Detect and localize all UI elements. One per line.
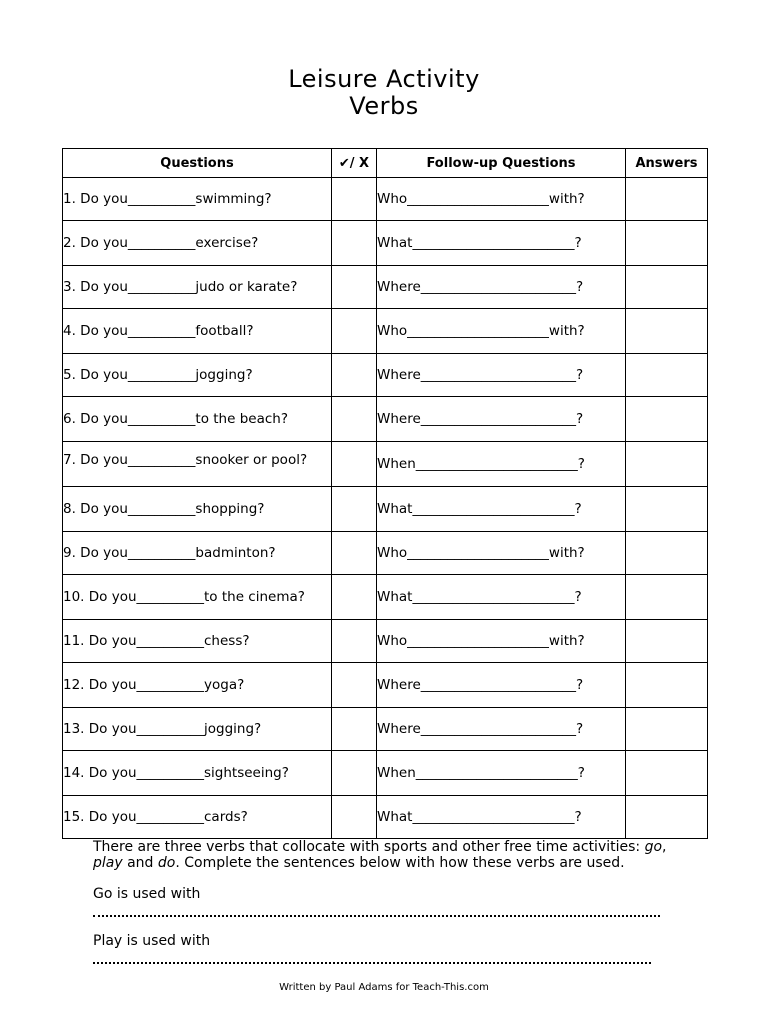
followup-cell: Where_______________________? (377, 354, 626, 397)
question-cell: 7. Do you__________snooker or pool? (63, 442, 332, 487)
table-header-row (63, 149, 708, 178)
instructions-comma: , (662, 839, 667, 855)
table-row (63, 796, 708, 839)
questions-table (62, 148, 708, 839)
followup-cell: Where_______________________? (377, 708, 626, 751)
answer-cell[interactable] (626, 751, 708, 796)
table-row (63, 397, 708, 442)
footer-credit: Written by Paul Adams for Teach-This.com (279, 982, 489, 993)
answer-cell[interactable] (626, 796, 708, 839)
followup-cell: What________________________? (377, 796, 626, 839)
table-row (63, 751, 708, 796)
tick-cell[interactable] (332, 487, 377, 532)
question-cell: 3. Do you__________judo or karate? (63, 266, 332, 309)
answer-cell[interactable] (626, 532, 708, 575)
answer-cell[interactable] (626, 663, 708, 708)
answer-cell[interactable] (626, 397, 708, 442)
tick-cell[interactable] (332, 663, 377, 708)
answer-cell[interactable] (626, 221, 708, 266)
question-cell: 11. Do you__________chess? (63, 620, 332, 663)
table-row (63, 354, 708, 397)
instructions-and: and (122, 855, 158, 871)
tick-cell[interactable] (332, 575, 377, 620)
header-tick-cross: ✔/ X (332, 149, 377, 178)
question-cell: 13. Do you__________jogging? (63, 708, 332, 751)
answer-cell[interactable] (626, 487, 708, 532)
table-row (63, 221, 708, 266)
tick-cell[interactable] (332, 442, 377, 487)
play-label: Play is used with (93, 933, 211, 949)
followup-cell: Where_______________________? (377, 663, 626, 708)
verb-go: go (644, 839, 663, 855)
header-followup-questions: Follow-up Questions (377, 149, 626, 178)
answer-cell[interactable] (626, 708, 708, 751)
tick-cell[interactable] (332, 796, 377, 839)
go-label: Go is used with (93, 886, 201, 902)
table-row (63, 575, 708, 620)
followup-cell: Who_____________________with? (377, 178, 626, 221)
table-row (63, 442, 708, 487)
verb-do: do (157, 855, 176, 871)
table-row (63, 178, 708, 221)
answer-cell[interactable] (626, 575, 708, 620)
tick-cell[interactable] (332, 309, 377, 354)
instructions-part-1: There are three verbs that collocate with sports and other free time activities: (93, 839, 645, 855)
instructions-text (93, 839, 693, 871)
tick-cell[interactable] (332, 397, 377, 442)
table-row (63, 266, 708, 309)
tick-cell[interactable] (332, 221, 377, 266)
header-questions: Questions (63, 149, 332, 178)
followup-cell: Who_____________________with? (377, 532, 626, 575)
tick-cell[interactable] (332, 178, 377, 221)
answer-cell[interactable] (626, 354, 708, 397)
title-line-1: Leisure Activity (288, 65, 480, 93)
title-line-2: Verbs (349, 92, 419, 120)
followup-cell: When________________________? (377, 442, 626, 487)
followup-cell: When________________________? (377, 751, 626, 796)
answer-cell[interactable] (626, 442, 708, 487)
tick-cell[interactable] (332, 708, 377, 751)
verb-play: play (93, 855, 123, 871)
table-row (63, 708, 708, 751)
play-answer-line[interactable] (93, 952, 651, 964)
table-row (63, 532, 708, 575)
table-row (63, 309, 708, 354)
go-answer-line[interactable] (93, 905, 660, 917)
answer-cell[interactable] (626, 266, 708, 309)
question-cell: 12. Do you__________yoga? (63, 663, 332, 708)
table-row (63, 663, 708, 708)
followup-cell: Where_______________________? (377, 266, 626, 309)
instructions-part-2: . Complete the sentences below with how these verbs are used. (175, 855, 625, 871)
question-cell: 9. Do you__________badminton? (63, 532, 332, 575)
tick-cell[interactable] (332, 620, 377, 663)
question-cell: 8. Do you__________shopping? (63, 487, 332, 532)
answer-cell[interactable] (626, 178, 708, 221)
question-cell: 14. Do you__________sightseeing? (63, 751, 332, 796)
question-cell: 5. Do you__________jogging? (63, 354, 332, 397)
followup-cell: What________________________? (377, 575, 626, 620)
table-row (63, 487, 708, 532)
followup-cell: What________________________? (377, 487, 626, 532)
answer-cell[interactable] (626, 620, 708, 663)
followup-cell: What________________________? (377, 221, 626, 266)
answer-cell[interactable] (626, 309, 708, 354)
followup-cell: Where_______________________? (377, 397, 626, 442)
question-cell: 4. Do you__________football? (63, 309, 332, 354)
worksheet-title (0, 66, 768, 120)
question-cell: 2. Do you__________exercise? (63, 221, 332, 266)
followup-cell: Who_____________________with? (377, 309, 626, 354)
tick-cell[interactable] (332, 354, 377, 397)
followup-cell: Who_____________________with? (377, 620, 626, 663)
question-cell: 10. Do you__________to the cinema? (63, 575, 332, 620)
tick-cell[interactable] (332, 532, 377, 575)
table-row (63, 620, 708, 663)
question-cell: 15. Do you__________cards? (63, 796, 332, 839)
header-answers: Answers (626, 149, 708, 178)
question-cell: 6. Do you__________to the beach? (63, 397, 332, 442)
question-cell: 1. Do you__________swimming? (63, 178, 332, 221)
tick-cell[interactable] (332, 751, 377, 796)
tick-cell[interactable] (332, 266, 377, 309)
